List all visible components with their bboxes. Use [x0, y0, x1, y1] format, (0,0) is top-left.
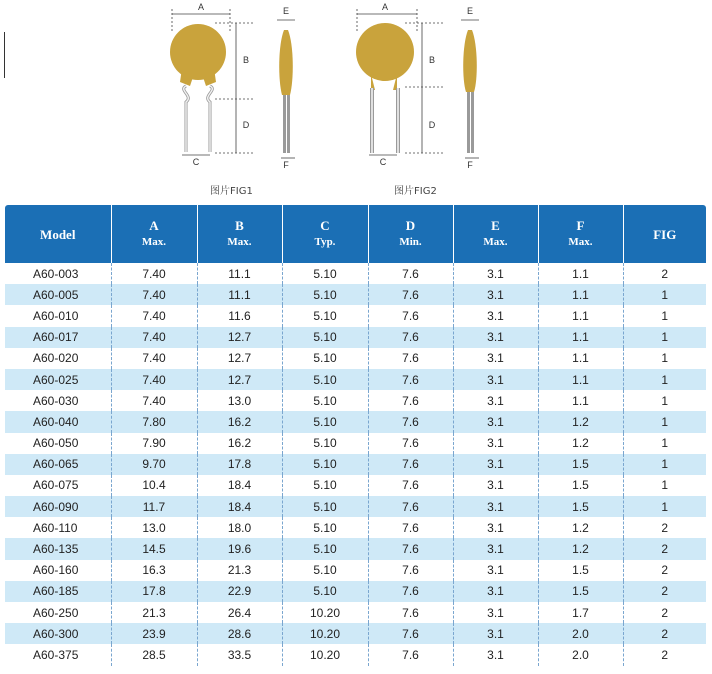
- table-cell: 5.10: [282, 263, 368, 284]
- dim-label-c: C: [379, 157, 387, 167]
- table-cell: 1.7: [538, 602, 623, 623]
- table-cell: 5.10: [282, 390, 368, 411]
- table-cell: 2: [623, 538, 706, 559]
- dim-label-f: F: [283, 160, 289, 170]
- table-row: [5, 517, 706, 538]
- spec-table: [5, 205, 706, 666]
- fig2-caption: 图片FIG2: [394, 186, 437, 197]
- column-header-label: F: [576, 218, 585, 233]
- table-cell: 13.0: [197, 390, 282, 411]
- column-header-unit: Max.: [568, 236, 593, 248]
- table-cell: 7.6: [368, 433, 453, 454]
- table-cell: 7.6: [368, 263, 453, 284]
- table-cell: 16.2: [197, 411, 282, 432]
- table-cell: 2: [623, 623, 706, 644]
- table-row: [5, 560, 706, 581]
- table-cell: 3.1: [453, 305, 538, 326]
- table-cell: 1: [623, 305, 706, 326]
- table-cell: 1.1: [538, 327, 623, 348]
- table-cell: 3.1: [453, 538, 538, 559]
- table-cell: 7.40: [111, 305, 197, 326]
- model-cell: A60-017: [5, 327, 111, 348]
- table-row: [5, 263, 706, 284]
- dim-label-f: F: [467, 160, 473, 170]
- table-row: [5, 581, 706, 602]
- table-cell: 14.5: [111, 538, 197, 559]
- column-header: [368, 205, 453, 263]
- model-cell: A60-040: [5, 411, 111, 432]
- dim-label-e: E: [282, 6, 290, 16]
- table-cell: 1: [623, 454, 706, 475]
- table-cell: 3.1: [453, 581, 538, 602]
- table-cell: 1.1: [538, 284, 623, 305]
- table-cell: 23.9: [111, 623, 197, 644]
- table-cell: 1: [623, 390, 706, 411]
- column-header: [623, 205, 706, 263]
- table-row: [5, 433, 706, 454]
- table-cell: 10.20: [282, 602, 368, 623]
- column-header-label: B: [235, 218, 244, 233]
- table-cell: 7.6: [368, 284, 453, 305]
- table-cell: 1.5: [538, 454, 623, 475]
- table-cell: 33.5: [197, 644, 282, 665]
- table-cell: 19.6: [197, 538, 282, 559]
- table-cell: 3.1: [453, 369, 538, 390]
- column-header-unit: Max.: [227, 236, 252, 248]
- model-cell: A60-025: [5, 369, 111, 390]
- table-cell: 17.8: [111, 581, 197, 602]
- model-cell: A60-075: [5, 475, 111, 496]
- model-cell: A60-005: [5, 284, 111, 305]
- column-header: [538, 205, 623, 263]
- table-cell: 18.0: [197, 517, 282, 538]
- table-cell: 7.6: [368, 538, 453, 559]
- table-cell: 12.7: [197, 327, 282, 348]
- table-cell: 1.5: [538, 475, 623, 496]
- table-cell: 7.6: [368, 327, 453, 348]
- table-cell: 3.1: [453, 433, 538, 454]
- table-cell: 11.1: [197, 263, 282, 284]
- table-cell: 5.10: [282, 369, 368, 390]
- model-cell: A60-300: [5, 623, 111, 644]
- table-row: [5, 454, 706, 475]
- table-cell: 1: [623, 475, 706, 496]
- table-cell: 3.1: [453, 411, 538, 432]
- table-cell: 1.2: [538, 517, 623, 538]
- figure-area: [0, 0, 712, 205]
- table-cell: 5.10: [282, 284, 368, 305]
- table-cell: 7.6: [368, 348, 453, 369]
- table-cell: 1.2: [538, 433, 623, 454]
- table-cell: 7.80: [111, 411, 197, 432]
- table-cell: 7.6: [368, 644, 453, 665]
- table-cell: 7.40: [111, 390, 197, 411]
- model-cell: A60-135: [5, 538, 111, 559]
- table-cell: 3.1: [453, 602, 538, 623]
- table-cell: 3.1: [453, 348, 538, 369]
- model-cell: A60-250: [5, 602, 111, 623]
- column-header-unit: Min.: [399, 236, 422, 248]
- table-header: [5, 205, 706, 263]
- table-cell: 5.10: [282, 433, 368, 454]
- table-cell: 2: [623, 644, 706, 665]
- table-cell: 3.1: [453, 517, 538, 538]
- margin-mark: [4, 32, 5, 78]
- model-cell: A60-185: [5, 581, 111, 602]
- table-cell: 1.5: [538, 560, 623, 581]
- dim-label-b: B: [242, 55, 250, 65]
- model-cell: A60-065: [5, 454, 111, 475]
- model-cell: A60-110: [5, 517, 111, 538]
- table-cell: 7.90: [111, 433, 197, 454]
- column-header-label: C: [320, 218, 330, 233]
- table-cell: 7.6: [368, 305, 453, 326]
- table-row: [5, 623, 706, 644]
- column-header-unit: Max.: [141, 236, 167, 248]
- table-cell: 21.3: [197, 560, 282, 581]
- column-header-label: Model: [40, 226, 76, 242]
- table-cell: 16.3: [111, 560, 197, 581]
- dim-label-a: A: [381, 2, 389, 12]
- dim-label-c: C: [192, 157, 200, 167]
- table-cell: 5.10: [282, 411, 368, 432]
- table-cell: 1.1: [538, 348, 623, 369]
- table-cell: 5.10: [282, 560, 368, 581]
- column-header: [5, 205, 111, 263]
- fig1-side-view: [268, 0, 308, 175]
- table-cell: 13.0: [111, 517, 197, 538]
- table-row: [5, 496, 706, 517]
- table-cell: 26.4: [197, 602, 282, 623]
- table-cell: 7.6: [368, 369, 453, 390]
- table-cell: 21.3: [111, 602, 197, 623]
- table-row: [5, 411, 706, 432]
- table-cell: 5.10: [282, 475, 368, 496]
- table-cell: 3.1: [453, 475, 538, 496]
- table-cell: 12.7: [197, 369, 282, 390]
- table-cell: 3.1: [453, 327, 538, 348]
- table-row: [5, 348, 706, 369]
- table-row: [5, 475, 706, 496]
- model-cell: A60-160: [5, 560, 111, 581]
- table-cell: 7.6: [368, 454, 453, 475]
- table-cell: 11.1: [197, 284, 282, 305]
- table-cell: 1: [623, 496, 706, 517]
- table-cell: 7.6: [368, 560, 453, 581]
- table-cell: 5.10: [282, 538, 368, 559]
- model-cell: A60-010: [5, 305, 111, 326]
- table-cell: 5.10: [282, 517, 368, 538]
- table-cell: 7.6: [368, 517, 453, 538]
- table-cell: 3.1: [453, 623, 538, 644]
- table-cell: 1: [623, 369, 706, 390]
- table-row: [5, 644, 706, 665]
- model-cell: A60-050: [5, 433, 111, 454]
- table-cell: 7.6: [368, 602, 453, 623]
- table-cell: 5.10: [282, 348, 368, 369]
- table-cell: 18.4: [197, 496, 282, 517]
- table-row: [5, 390, 706, 411]
- table-cell: 10.20: [282, 644, 368, 665]
- table-cell: 7.6: [368, 581, 453, 602]
- table-cell: 5.10: [282, 305, 368, 326]
- model-cell: A60-003: [5, 263, 111, 284]
- table-cell: 2: [623, 517, 706, 538]
- column-header: [111, 205, 197, 263]
- model-cell: A60-375: [5, 644, 111, 665]
- table-cell: 2.0: [538, 644, 623, 665]
- table-cell: 1.1: [538, 390, 623, 411]
- fig1-caption: 图片FIG1: [210, 186, 253, 197]
- table-cell: 3.1: [453, 454, 538, 475]
- table-cell: 16.2: [197, 433, 282, 454]
- table-cell: 1: [623, 411, 706, 432]
- table-cell: 7.40: [111, 327, 197, 348]
- table-cell: 18.4: [197, 475, 282, 496]
- table-cell: 3.1: [453, 284, 538, 305]
- table-cell: 1: [623, 284, 706, 305]
- column-header: [282, 205, 368, 263]
- table-cell: 7.6: [368, 496, 453, 517]
- table-cell: 7.40: [111, 348, 197, 369]
- table-cell: 3.1: [453, 263, 538, 284]
- table-cell: 3.1: [453, 560, 538, 581]
- table-cell: 1.1: [538, 263, 623, 284]
- dim-label-a: A: [197, 2, 205, 12]
- table-cell: 7.40: [111, 263, 197, 284]
- table-cell: 2: [623, 560, 706, 581]
- fig2-side-view: [452, 0, 492, 175]
- table-cell: 7.40: [111, 284, 197, 305]
- table-cell: 2.0: [538, 623, 623, 644]
- table-cell: 7.6: [368, 623, 453, 644]
- table-cell: 3.1: [453, 644, 538, 665]
- table-cell: 11.6: [197, 305, 282, 326]
- table-cell: 1.1: [538, 369, 623, 390]
- column-header: [453, 205, 538, 263]
- table-cell: 1.5: [538, 496, 623, 517]
- table-cell: 5.10: [282, 454, 368, 475]
- table-cell: 5.10: [282, 496, 368, 517]
- dim-label-d: D: [428, 120, 436, 130]
- column-header-label: E: [491, 218, 500, 233]
- table-cell: 7.6: [368, 475, 453, 496]
- table-cell: 1.2: [538, 538, 623, 559]
- table-cell: 28.5: [111, 644, 197, 665]
- table-body: [5, 263, 706, 666]
- model-cell: A60-090: [5, 496, 111, 517]
- table-cell: 12.7: [197, 348, 282, 369]
- table-cell: 10.4: [111, 475, 197, 496]
- table-row: [5, 305, 706, 326]
- table-cell: 2: [623, 263, 706, 284]
- table-cell: 7.6: [368, 390, 453, 411]
- dim-label-e: E: [466, 6, 474, 16]
- table-cell: 1: [623, 348, 706, 369]
- table-cell: 2: [623, 581, 706, 602]
- table-cell: 5.10: [282, 327, 368, 348]
- table-cell: 11.7: [111, 496, 197, 517]
- table-cell: 10.20: [282, 623, 368, 644]
- table-row: [5, 284, 706, 305]
- table-cell: 7.40: [111, 369, 197, 390]
- table-row: [5, 369, 706, 390]
- table-cell: 3.1: [453, 390, 538, 411]
- table-cell: 9.70: [111, 454, 197, 475]
- table-cell: 3.1: [453, 496, 538, 517]
- column-header-label: FIG: [653, 226, 677, 242]
- table-cell: 22.9: [197, 581, 282, 602]
- table-cell: 7.6: [368, 411, 453, 432]
- column-header-label: A: [149, 218, 159, 233]
- table-cell: 1.5: [538, 581, 623, 602]
- table-cell: 1: [623, 327, 706, 348]
- table-cell: 2: [623, 602, 706, 623]
- table-cell: 28.6: [197, 623, 282, 644]
- column-header-unit: Max.: [483, 236, 508, 248]
- table-row: [5, 538, 706, 559]
- table-cell: 1.1: [538, 305, 623, 326]
- model-cell: A60-020: [5, 348, 111, 369]
- column-header: [197, 205, 282, 263]
- table-cell: 5.10: [282, 581, 368, 602]
- table-cell: 17.8: [197, 454, 282, 475]
- column-header-label: D: [405, 218, 416, 233]
- column-header-unit: Typ.: [314, 236, 336, 248]
- table-cell: 1.2: [538, 411, 623, 432]
- table-row: [5, 327, 706, 348]
- table-cell: 1: [623, 433, 706, 454]
- dim-label-b: B: [428, 55, 436, 65]
- dim-label-d: D: [242, 120, 250, 130]
- table-row: [5, 602, 706, 623]
- model-cell: A60-030: [5, 390, 111, 411]
